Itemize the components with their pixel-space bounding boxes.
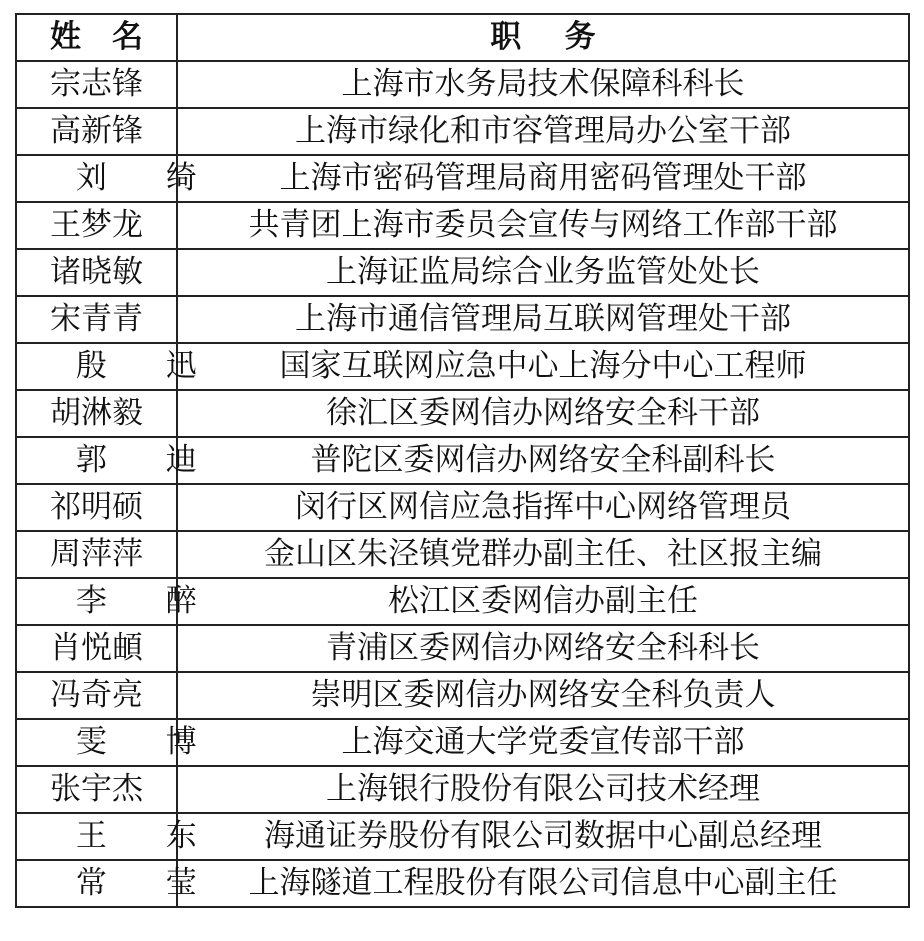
table-row [16, 813, 909, 860]
position-text: 上海证监局综合业务监管处处长 [326, 254, 760, 290]
name-cell [16, 390, 177, 437]
name-text: 周萍萍 [50, 536, 143, 572]
position-text: 金山区朱泾镇党群办副主任、社区报主编 [264, 536, 822, 572]
position-text: 国家互联网应急中心上海分中心工程师 [279, 348, 807, 384]
table-row [16, 578, 909, 625]
position-text: 上海市密码管理局商用密码管理处干部 [279, 160, 807, 196]
position-cell [177, 202, 909, 249]
position-text: 海通证券股份有限公司数据中心副总经理 [264, 818, 822, 854]
name-cell [16, 249, 177, 296]
name-text: 胡淋毅 [50, 395, 143, 431]
name-cell [16, 578, 256, 625]
position-text: 松江区委网信办副主任 [388, 583, 698, 619]
position-text: 青浦区委网信办网络安全科科长 [326, 630, 760, 666]
position-text: 闵行区网信应急指挥中心网络管理员 [295, 489, 791, 525]
name-cell [16, 343, 256, 390]
name-cell [16, 625, 177, 672]
name-text: 刘绮 [75, 160, 256, 196]
header-position-text: 职务 [490, 19, 640, 55]
position-text: 上海市水务局技术保障科科长 [341, 66, 745, 102]
position-cell [177, 766, 909, 813]
position-cell [177, 672, 909, 719]
table-row [16, 437, 909, 484]
table-header [16, 14, 909, 61]
name-cell [16, 202, 177, 249]
name-text: 祁明硕 [50, 489, 143, 525]
name-text: 李醉 [75, 583, 256, 619]
name-text: 宗志锋 [50, 66, 143, 102]
position-cell [177, 484, 909, 531]
table-row [16, 484, 909, 531]
position-cell [177, 155, 909, 202]
roster-table [15, 13, 910, 908]
name-cell [16, 296, 177, 343]
name-cell [16, 672, 177, 719]
position-cell [177, 578, 909, 625]
header-row [16, 14, 909, 61]
position-cell [177, 390, 909, 437]
position-cell [177, 719, 909, 766]
name-cell [16, 155, 256, 202]
name-cell [16, 108, 177, 155]
name-text: 王东 [75, 818, 256, 854]
table-row [16, 766, 909, 813]
name-text: 冯奇亮 [50, 677, 143, 713]
position-cell [177, 860, 909, 907]
name-text: 高新锋 [50, 113, 143, 149]
position-cell [177, 61, 909, 108]
name-cell [16, 531, 177, 578]
name-cell [16, 813, 256, 860]
position-text: 崇明区委网信办网络安全科负责人 [310, 677, 776, 713]
table-row [16, 155, 909, 202]
position-cell [177, 437, 909, 484]
name-text: 诸晓敏 [50, 254, 143, 290]
position-cell [177, 343, 909, 390]
position-text: 上海银行股份有限公司技术经理 [326, 771, 760, 807]
position-cell [177, 625, 909, 672]
name-cell [16, 484, 177, 531]
position-text: 徐汇区委网信办网络安全科干部 [326, 395, 760, 431]
name-text: 雯博 [75, 724, 256, 760]
position-text: 上海隧道工程股份有限公司信息中心副主任 [248, 865, 838, 901]
table-row [16, 296, 909, 343]
position-cell [177, 108, 909, 155]
position-cell [177, 296, 909, 343]
table-row [16, 390, 909, 437]
table-body [16, 61, 909, 907]
table-row [16, 672, 909, 719]
table-row [16, 531, 909, 578]
name-text: 王梦龙 [50, 207, 143, 243]
position-cell [177, 531, 909, 578]
name-text: 常莹 [75, 865, 256, 901]
name-text: 殷迅 [75, 348, 256, 384]
table-row [16, 249, 909, 296]
table-row [16, 61, 909, 108]
name-text: 肖悦頔 [50, 630, 143, 666]
name-cell [16, 719, 256, 766]
table-row [16, 860, 909, 907]
position-text: 普陀区委网信办网络安全科副科长 [310, 442, 776, 478]
header-name [16, 14, 177, 61]
position-text: 共青团上海市委员会宣传与网络工作部干部 [248, 207, 838, 243]
name-cell [16, 61, 177, 108]
name-cell [16, 860, 256, 907]
name-text: 宋青青 [50, 301, 143, 337]
header-name-text: 姓名 [50, 19, 174, 55]
position-cell [177, 249, 909, 296]
header-position [177, 14, 909, 61]
name-cell [16, 437, 256, 484]
table-row [16, 719, 909, 766]
position-text: 上海市绿化和市容管理局办公室干部 [295, 113, 791, 149]
position-text: 上海交通大学党委宣传部干部 [341, 724, 745, 760]
position-cell [177, 813, 909, 860]
table-row [16, 202, 909, 249]
position-text: 上海市通信管理局互联网管理处干部 [295, 301, 791, 337]
table-row [16, 625, 909, 672]
table-row [16, 108, 909, 155]
name-text: 张宇杰 [50, 771, 143, 807]
table-row [16, 343, 909, 390]
name-cell [16, 766, 177, 813]
name-text: 郭迪 [75, 442, 256, 478]
